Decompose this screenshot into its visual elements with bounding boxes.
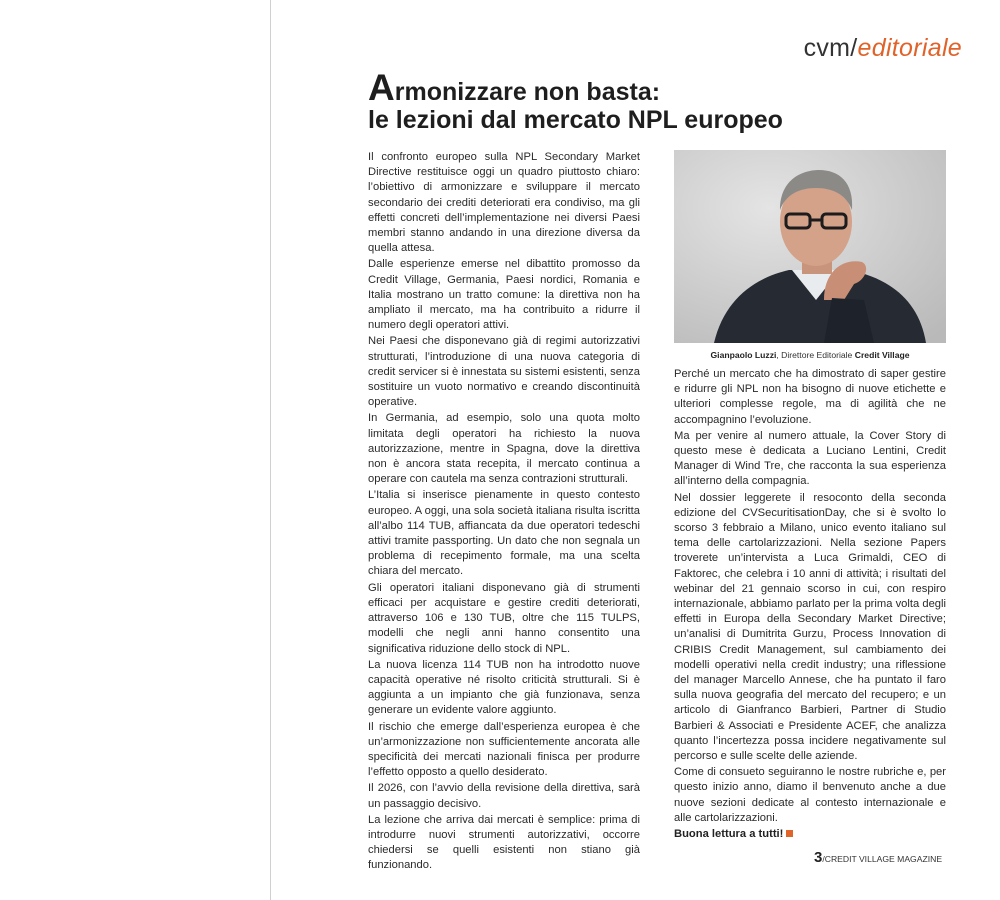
paragraph: La nuova licenza 114 TUB non ha introdotto nuove capacità operative né risolto criticità strutturali. Si è aggiunta a un impianto che già funzionava, senza generare un evidente valore aggiunto. [368, 658, 640, 717]
title-line2: le lezioni dal mercato NPL europeo [368, 106, 783, 134]
caption-role: , Direttore Editoriale [776, 350, 855, 360]
portrait-illustration [674, 150, 946, 343]
brand-mark: cvm [803, 34, 851, 62]
paragraph: Il rischio che emerge dall’esperienza europea è che un’armonizzazione non sufficientemente ancorata alle specificità dei mercati nazionali finisca per produrre l’effetto opposto a quello desiderato. [368, 720, 640, 779]
header-slash: / [850, 34, 858, 62]
paragraph: Il 2026, con l’avvio della revisione della direttiva, sarà un passaggio decisivo. [368, 782, 640, 810]
title-line1: rmonizzare non basta: [394, 78, 661, 106]
page-footer [814, 849, 942, 866]
title-initial: A [368, 67, 395, 108]
left-column [368, 150, 640, 875]
paragraph: L’Italia si inserisce pienamente in questo contesto europeo. A oggi, una sola società italiana risulta iscritta all’albo 114 TUB, affiancata da due operatori tedeschi attivi tramite passporting. Un dato che non segnala un problema di recepimento formale, ma una scelta chiara del mercato. [368, 489, 640, 578]
author-photo [674, 150, 946, 343]
paragraph: Dalle esperienze emerse nel dibattito promosso da Credit Village, Germania, Paesi nordici, Romania e Italia mostrano un tratto comune: la direttiva non ha ampliato il mercato, ma ha contribuito a ridurre il numero degli operatori attivi. [368, 258, 640, 332]
magazine-name: CREDIT VILLAGE MAGAZINE [824, 854, 943, 864]
paragraph: Come di consueto seguiranno le nostre rubriche e, per questo inizio anno, diamo il benvenuto anche a due nuove sezioni dedicate al contesto internazionale e alle cartolarizzazioni. [674, 766, 946, 824]
paragraph: La lezione che arriva dai mercati è semplice: prima di introdurre nuovi strumenti autorizzativi, occorre chiedersi se quelli esistenti non stiano già funzionando. [368, 813, 640, 872]
section-name: editoriale [857, 34, 962, 62]
paragraph: Il confronto europeo sulla NPL Secondary Market Directive restituisce oggi un quadro piuttosto chiaro: l’obiettivo di armonizzare e sviluppare il mercato secondario dei crediti deteriorati era condiviso, ma gli effetti concreti dell’implementazione nei diversi Paesi membri stanno andando in una direzione diversa da quella attesa. [368, 151, 640, 255]
caption-org: Credit Village [854, 350, 910, 360]
paragraph: Gli operatori italiani disponevano già di strumenti efficaci per acquistare e gestire crediti deteriorati, attraverso 106 e 130 TUB, oltre che 115 TULPS, modelli che negli anni hanno consentito una significativa riduzione dello stock di NPL. [368, 581, 640, 655]
article-title [368, 67, 968, 134]
paragraph: In Germania, ad esempio, solo una quota molto limitata degli operatori ha richiesto la nuova autorizzazione, mentre in Spagna, dove la direttiva non è ancora stata recepita, il mercato continua a operare con cautela ma senza contrazioni strutturali. [368, 412, 640, 486]
page-number: 3 [814, 849, 823, 866]
paragraph: Nei Paesi che disponevano già di regimi autorizzativi strutturati, l’introduzione di una nuova categoria di credit servicer si è innestata su sistemi esistenti, senza sostituire un vuoto normativo e creando discontinuità operative. [368, 335, 640, 409]
end-square-icon [786, 830, 793, 837]
photo-caption [674, 350, 946, 360]
paragraph: Perché un mercato che ha dimostrato di saper gestire e ridurre gli NPL non ha bisogno di nuove etichette e ulteriori complesse regole, ma di agilità che ne accompagnino l’evoluzione. [674, 368, 946, 426]
section-header [804, 34, 962, 63]
paragraph: Nel dossier leggerete il resoconto della seconda edizione del CVSecuritisationDay, che si è svolto lo scorso 3 febbraio a Milano, unico evento italiano sul tema delle cartolarizzazioni. Nella sezione Papers troverete un’intervista a Luca Grimaldi, CEO di Faktorec, che celebra i 10 anni di attività; i risultati del webinar del 21 gennaio scorso in cui, con respiro internazionale, abbiamo parlato per la prima volta degli effetti in Europa della Secondary Market Directive; un’analisi di Dumitrita Gurzu, Process Innovation di CRIBIS Credit Management, sul cambiamento dei modelli operativi nella credit industry; una riflessione del manager Marcello Annese, che ha puntato il faro sulla nuova geografia del mercato del recupero; e un articolo di Gianfranco Barbieri, Partner di Studio Barbieri & Associati e Presidente ACEF, che analizza quanto l’incertezza possa incidere negativamente sul percorso e sulle scelte delle aziende. [674, 491, 946, 763]
signoff [674, 827, 946, 842]
signoff-text: Buona lettura a tutti! [674, 828, 784, 841]
page-spine [270, 0, 271, 900]
paragraph: Ma per venire al numero attuale, la Cover Story di questo mese è dedicata a Luciano Lentini, Credit Manager di Wind Tre, che racconta la sua esperienza all’interno della compagnia. [674, 429, 946, 488]
caption-name: Gianpaolo Luzzi [710, 350, 777, 360]
footer-slash: / [822, 854, 825, 864]
right-column [674, 367, 946, 843]
